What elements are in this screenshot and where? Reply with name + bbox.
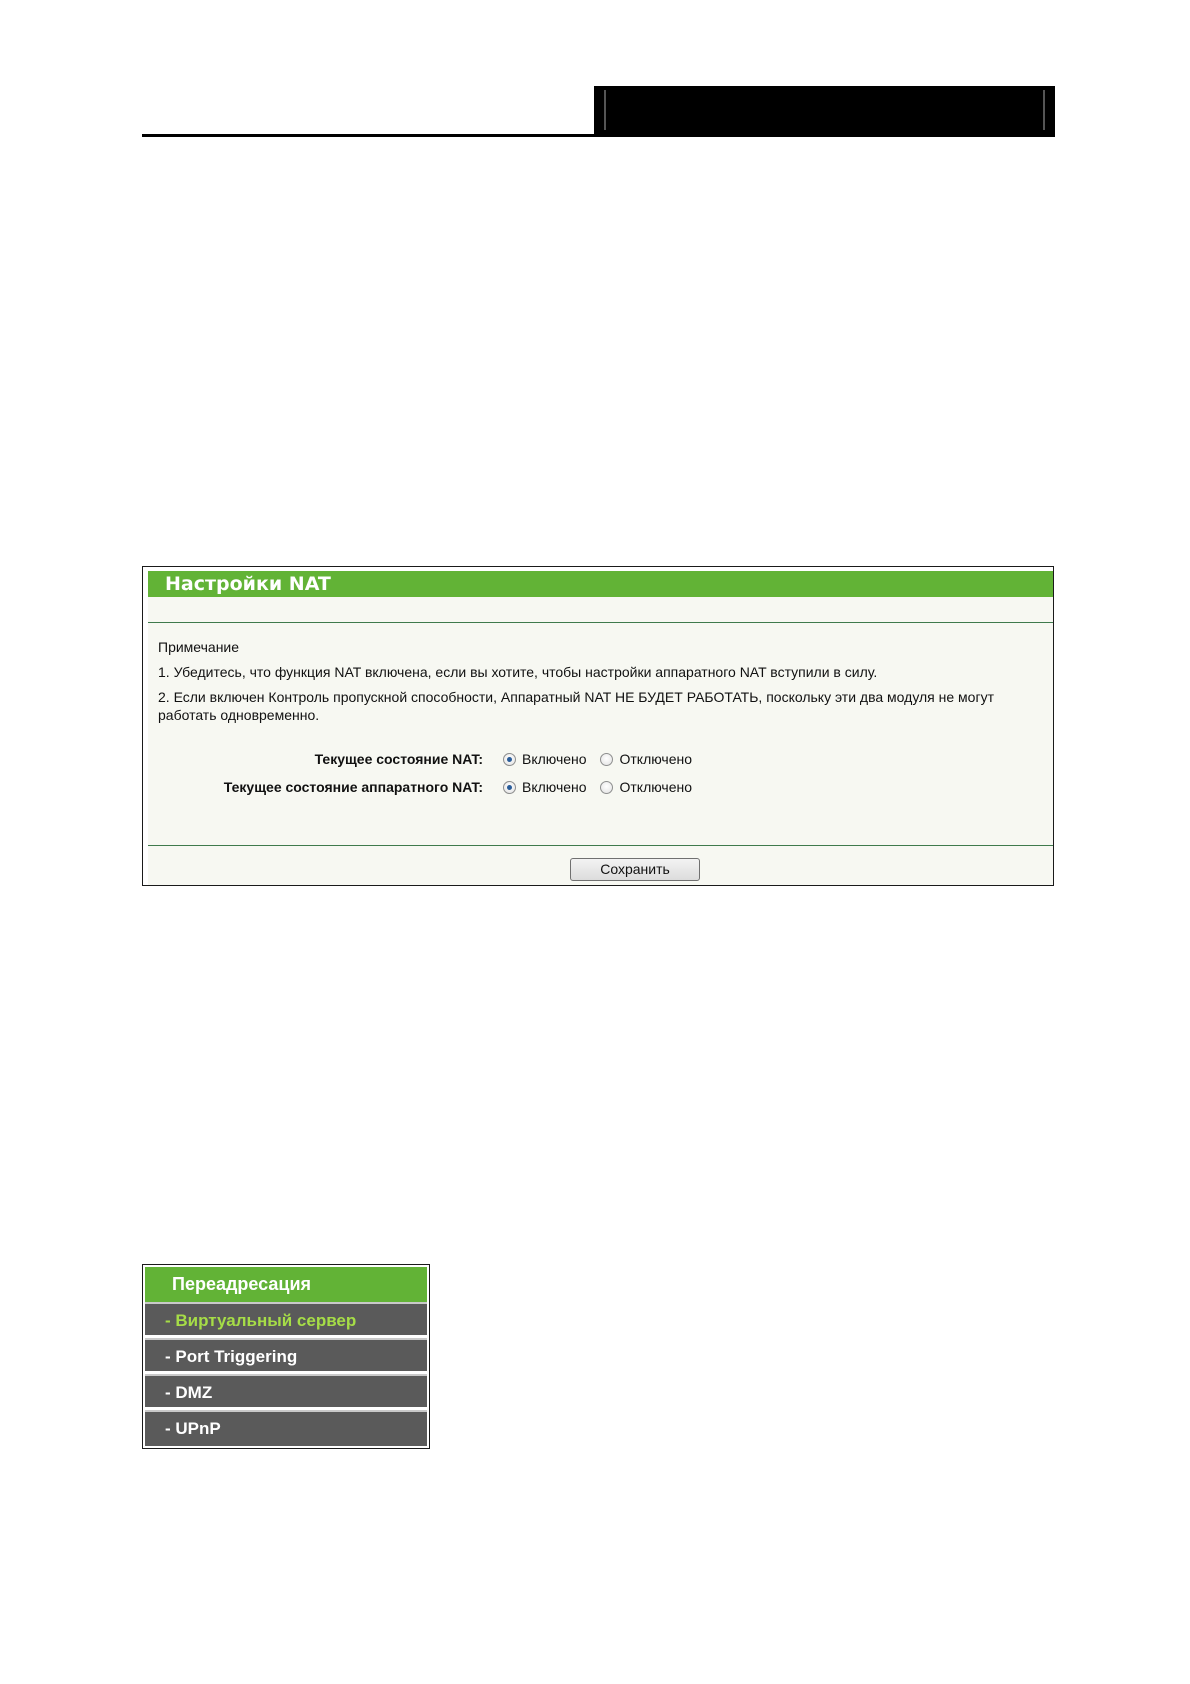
document-header-bar [594,86,1055,134]
nat-disabled-label[interactable]: Отключено [619,751,693,767]
forwarding-menu [142,1264,430,1449]
note-item-1: 1. Убедитесь, что функция NAT включена, если вы хотите, чтобы настройки аппаратного NAT вступили в силу. [158,664,878,680]
separator-bottom [148,845,1053,846]
hw-nat-enabled-radio[interactable] [503,781,516,794]
note-title: Примечание [158,639,240,655]
nat-status-label: Текущее состояние NAT: [314,751,483,767]
nat-settings-panel [142,566,1054,886]
header-bar-inner-line-right [1043,90,1045,130]
separator-top [148,622,1053,623]
menu-item-dmz[interactable]: - DMZ [145,1374,427,1407]
nat-enabled-label[interactable]: Включено [522,751,587,767]
hw-nat-disabled-radio[interactable] [600,781,613,794]
nat-enabled-radio[interactable] [503,753,516,766]
menu-item-virtual-server[interactable]: - Виртуальный сервер [145,1302,427,1335]
hw-nat-enabled-label[interactable]: Включено [522,779,587,795]
nat-status-radio-group [503,749,702,769]
hw-nat-status-radio-group [503,777,702,797]
save-button[interactable]: Сохранить [570,858,700,881]
document-header-rule [142,134,1055,137]
menu-item-upnp[interactable]: - UPnP [145,1410,427,1446]
header-bar-inner-line-left [604,90,606,130]
menu-item-port-triggering[interactable]: - Port Triggering [145,1338,427,1371]
hw-nat-status-label: Текущее состояние аппаратного NAT: [223,779,483,795]
nat-disabled-radio[interactable] [600,753,613,766]
panel-body [148,597,1053,885]
menu-item-forwarding[interactable]: Переадресация [145,1267,427,1302]
hw-nat-disabled-label[interactable]: Отключено [619,779,693,795]
panel-title: Настройки NAT [148,571,1053,597]
note-item-2: 2. Если включен Контроль пропускной способности, Аппаратный NAT НЕ БУДЕТ РАБОТАТЬ, поскольку эти два модуля не могут работать одновременно. [158,689,994,723]
